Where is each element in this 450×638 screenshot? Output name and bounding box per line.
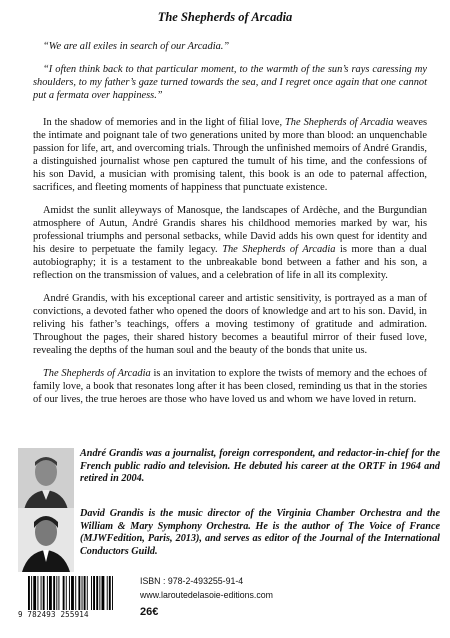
- isbn-number: ISBN : 978-2-493255-91-4: [140, 576, 244, 586]
- barcode-bar: [96, 576, 98, 610]
- book-title: The Shepherds of Arcadia: [157, 10, 293, 24]
- barcode-bar: [49, 576, 52, 610]
- barcode-bar: [99, 576, 100, 610]
- barcode-bar: [56, 576, 57, 610]
- author-bio-text: André Grandis was a journalist, foreign correspondent, and redactor-in-chief for the French public radio and television. He debuted his career at the ORTF in 1964 and retired in 2004.: [80, 448, 440, 485]
- barcode-bar: [75, 576, 76, 610]
- price: 26€: [140, 606, 159, 618]
- barcode-bar: [71, 576, 74, 610]
- author-photo-david: [18, 508, 74, 572]
- barcode-bar: [109, 576, 111, 610]
- barcode-bar: [43, 576, 45, 610]
- barcode-bar: [84, 576, 86, 610]
- barcode-bar: [33, 576, 36, 610]
- barcode-bar: [69, 576, 70, 610]
- blurb-paragraph-1: In the shadow of memories and in the light of filial love, The Shepherds of Arcadia weaves the intimate and poignant tale of two generations united by more than blood: an unquenchable passion for life, art, and overcoming trials. Through the unfinished memoirs of André Grandis, a distinguished journalist whose pen captured the tumult of his time, and the confessions of his son David, a musician with promising talent, this book is an ode to paternal affection, sacrifices, and fleeting moments of happiness that punctuate existence.: [33, 117, 427, 193]
- barcode-bar: [58, 576, 59, 610]
- barcode-bar: [37, 576, 38, 610]
- barcode-bar: [41, 576, 42, 610]
- blurb: [33, 40, 427, 416]
- blurb-paragraph-4: The Shepherds of Arcadia is an invitation to explore the twists of memory and the echoes of family love, a book that resonates long after it has been closed, reminding us that in the stories of our lives, the true heroes are those who have loved us and whom we have loved in return.: [33, 368, 427, 405]
- barcode-bar: [31, 576, 32, 610]
- epigraph-quote: “We are all exiles in search of our Arcadia.”: [43, 41, 230, 52]
- barcode-bar: [28, 576, 30, 610]
- publisher-website: www.laroutedelasoie-editions.com: [140, 590, 273, 600]
- barcode-bar: [82, 576, 83, 610]
- excerpt-quote: “I often think back to that particular moment, to the warmth of the sun’s rays caressing my shoulders, to my father’s gaze turned towards the sea, and I regret once again that one cannot put a fermata over happiness.”: [33, 64, 427, 101]
- publication-info: [140, 574, 340, 619]
- barcode-bar: [107, 576, 108, 610]
- barcode-bar: [93, 576, 95, 610]
- blurb-paragraph-3: André Grandis, with his exceptional career and artistic sensitivity, is portrayed as a man of convictions, a devoted father who opened the doors of knowledge and art to his son. David, in reliving his father’s teachings, offers a moving testimony of gratitude and admiration. Throughout the pages, their shared history becomes a beautiful mirror of their fused love, revealing the depths of the human soul and the beauty of the bonds that unite us.: [33, 293, 427, 356]
- isbn-barcode: [18, 576, 132, 620]
- barcode-bar: [66, 576, 67, 610]
- barcode-bar: [87, 576, 88, 610]
- author-photo-andre: [18, 448, 74, 510]
- barcode-bar: [63, 576, 65, 610]
- blurb-paragraph-2: Amidst the sunlit alleyways of Manosque, the landscapes of Ardèche, and the Burgundian atmosphere of Autun, André Grandis shares his childhood memories marked by war, his professional triumphs and personal setbacks, while David adds his own quest for identity and his desire to perpetuate the family legacy. The Shepherds of Arcadia is more than a dual autobiography; it is a testament to the unbreakable bond between a father and his son, a reflection on the transmission of values, and a celebration of life in all its complexity.: [33, 205, 427, 281]
- author-bio-text: David Grandis is the music director of the Virginia Chamber Orchestra and the William & Mary Symphony Orchestra. He is the author of The Voice of France (MJWFedition, Paris, 2013), and serves as editor of the Journal of the International Conductors Guild.: [80, 508, 440, 557]
- barcode-bar: [91, 576, 92, 610]
- barcode-digits: 9 782493 255914: [18, 610, 89, 619]
- barcode-bar: [78, 576, 80, 610]
- barcode-bar: [53, 576, 55, 610]
- barcode-bar: [102, 576, 105, 610]
- barcode-bars: [28, 576, 128, 610]
- barcode-bar: [47, 576, 48, 610]
- barcode-bar: [112, 576, 113, 610]
